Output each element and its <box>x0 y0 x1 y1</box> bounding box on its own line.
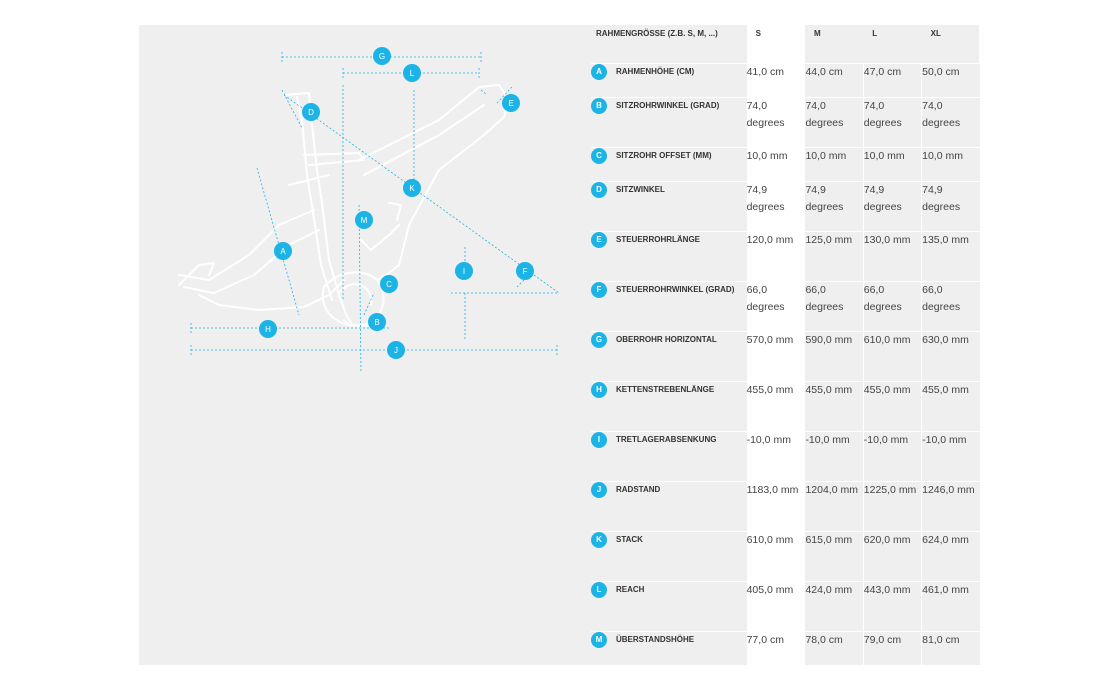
letter-badge: H <box>591 382 607 398</box>
row-label: STEUERROHRLÄNGE <box>616 234 701 244</box>
value-cell-m: 615,0 mm <box>805 531 863 581</box>
size-header-l: L <box>872 29 878 38</box>
value-cell-m: 424,0 mm <box>805 581 863 631</box>
marker-e <box>502 94 520 112</box>
marker-label: A <box>280 247 286 256</box>
value-cell-s: 405,0 mm <box>747 581 805 631</box>
row-label-cell <box>591 97 747 147</box>
value-cell-l: 74,9 degrees <box>863 181 921 231</box>
value-cell-xl: 624,0 mm <box>922 531 980 581</box>
marker-f <box>516 262 534 280</box>
marker-m <box>355 211 373 229</box>
value-cell-xl: 461,0 mm <box>922 581 980 631</box>
value-cell-s: 10,0 mm <box>747 147 805 181</box>
marker-b <box>368 313 386 331</box>
marker-label: L <box>409 69 415 78</box>
row-label: RAHMENHÖHE (CM) <box>616 66 695 76</box>
value-cell-s: 570,0 mm <box>747 331 805 381</box>
row-label: TRETLAGERABSENKUNG <box>616 434 717 444</box>
size-header-xl: XL <box>930 29 941 38</box>
value-cell-m: 66,0 degrees <box>805 281 863 331</box>
size-header-label: RAHMENGRÖSSE (Z.B. S, M, ...) <box>596 29 718 38</box>
letter-badge: B <box>591 98 607 114</box>
table-row <box>591 63 980 97</box>
value-cell-xl: 10,0 mm <box>922 147 980 181</box>
marker-label: J <box>394 346 398 355</box>
value-cell-s: 77,0 cm <box>747 631 805 665</box>
table-row <box>591 281 980 331</box>
letter-badge: C <box>591 148 607 164</box>
frame-outline <box>179 85 509 326</box>
table-row <box>591 147 980 181</box>
value-cell-xl: 50,0 cm <box>922 63 980 97</box>
marker-d <box>302 103 320 121</box>
value-cell-m: 44,0 cm <box>805 63 863 97</box>
marker-k <box>403 179 421 197</box>
letter-badge: D <box>591 182 607 198</box>
row-label-cell <box>591 531 747 581</box>
table-row <box>591 631 980 665</box>
marker-label: E <box>508 99 514 108</box>
value-cell-l: 443,0 mm <box>863 581 921 631</box>
marker-c <box>380 275 398 293</box>
marker-g <box>373 47 391 65</box>
size-header-m: M <box>813 29 821 38</box>
value-cell-l: 620,0 mm <box>863 531 921 581</box>
row-label-cell <box>591 231 747 281</box>
letter-badge: M <box>591 632 607 648</box>
row-label-cell <box>591 431 747 481</box>
value-cell-s: 610,0 mm <box>747 531 805 581</box>
table-row <box>591 181 980 231</box>
table-row <box>591 381 980 431</box>
table-row <box>591 331 980 381</box>
marker-label: B <box>374 318 380 327</box>
value-cell-m: 74,0 degrees <box>805 97 863 147</box>
letter-badge: G <box>591 332 607 348</box>
marker-h <box>259 320 277 338</box>
table-row <box>591 431 980 481</box>
row-label-cell <box>591 281 747 331</box>
row-label-cell <box>591 481 747 531</box>
value-cell-s: 120,0 mm <box>747 231 805 281</box>
value-cell-m: 74,9 degrees <box>805 181 863 231</box>
marker-l <box>403 64 421 82</box>
marker-label: D <box>308 108 314 117</box>
marker-i <box>455 262 473 280</box>
value-cell-xl: -10,0 mm <box>922 431 980 481</box>
letter-badge: I <box>591 432 607 448</box>
size-header-s: S <box>747 25 805 63</box>
value-cell-m: 10,0 mm <box>805 147 863 181</box>
value-cell-m: 455,0 mm <box>805 381 863 431</box>
table-header-row <box>591 25 980 63</box>
marker-label: M <box>360 216 368 225</box>
value-cell-l: 130,0 mm <box>863 231 921 281</box>
marker-label: H <box>265 325 271 334</box>
row-label: KETTENSTREBENLÄNGE <box>616 384 715 394</box>
table-row <box>591 531 980 581</box>
letter-badge: E <box>591 232 607 248</box>
table-row <box>591 481 980 531</box>
table-row <box>591 97 980 147</box>
geometry-panel <box>139 25 979 665</box>
row-label-cell <box>591 63 747 97</box>
marker-j <box>387 341 405 359</box>
row-label: SITZROHR OFFSET (MM) <box>616 150 712 160</box>
row-label-cell <box>591 381 747 431</box>
row-label: STEUERROHRWINKEL (GRAD) <box>616 284 735 294</box>
row-label: SITZWINKEL <box>616 184 665 194</box>
value-cell-xl: 74,9 degrees <box>922 181 980 231</box>
row-label-cell <box>591 631 747 665</box>
value-cell-xl: 66,0 degrees <box>922 281 980 331</box>
row-label: ÜBERSTANDSHÖHE <box>616 634 695 644</box>
table-row <box>591 231 980 281</box>
letter-badge: K <box>591 532 607 548</box>
value-cell-m: 125,0 mm <box>805 231 863 281</box>
row-label: OBERROHR HORIZONTAL <box>616 334 717 344</box>
marker-label: K <box>409 184 415 193</box>
row-label: STACK <box>616 534 643 544</box>
letter-badge: A <box>591 64 607 80</box>
value-cell-s: -10,0 mm <box>747 431 805 481</box>
value-cell-l: 455,0 mm <box>863 381 921 431</box>
value-cell-l: 66,0 degrees <box>863 281 921 331</box>
value-cell-m: 1204,0 mm <box>805 481 863 531</box>
row-label-cell <box>591 581 747 631</box>
row-label: RADSTAND <box>616 484 661 494</box>
value-cell-s: 1183,0 mm <box>747 481 805 531</box>
row-label-cell <box>591 147 747 181</box>
marker-label: F <box>522 267 528 276</box>
value-cell-m: -10,0 mm <box>805 431 863 481</box>
value-cell-xl: 630,0 mm <box>922 331 980 381</box>
value-cell-l: 79,0 cm <box>863 631 921 665</box>
row-label: REACH <box>616 584 645 594</box>
value-cell-xl: 135,0 mm <box>922 231 980 281</box>
row-label-cell <box>591 331 747 381</box>
value-cell-m: 78,0 cm <box>805 631 863 665</box>
value-cell-xl: 1246,0 mm <box>922 481 980 531</box>
value-cell-xl: 455,0 mm <box>922 381 980 431</box>
value-cell-s: 455,0 mm <box>747 381 805 431</box>
value-cell-l: 74,0 degrees <box>863 97 921 147</box>
marker-label: C <box>386 280 392 289</box>
row-label-cell <box>591 181 747 231</box>
value-cell-s: 74,0 degrees <box>747 97 805 147</box>
value-cell-s: 74,9 degrees <box>747 181 805 231</box>
value-cell-l: -10,0 mm <box>863 431 921 481</box>
geometry-table <box>591 25 980 665</box>
marker-a <box>274 242 292 260</box>
value-cell-s: 66,0 degrees <box>747 281 805 331</box>
value-cell-xl: 74,0 degrees <box>922 97 980 147</box>
value-cell-m: 590,0 mm <box>805 331 863 381</box>
marker-label: I <box>462 267 466 276</box>
geometry-table-body <box>591 63 980 665</box>
value-cell-l: 610,0 mm <box>863 331 921 381</box>
frame-geometry-diagram <box>139 25 579 405</box>
value-cell-l: 1225,0 mm <box>863 481 921 531</box>
value-cell-s: 41,0 cm <box>747 63 805 97</box>
letter-badge: L <box>591 582 607 598</box>
row-label: SITZROHRWINKEL (GRAD) <box>616 100 720 110</box>
value-cell-xl: 81,0 cm <box>922 631 980 665</box>
letter-badge: F <box>591 282 607 298</box>
value-cell-l: 47,0 cm <box>863 63 921 97</box>
value-cell-l: 10,0 mm <box>863 147 921 181</box>
letter-badge: J <box>591 482 607 498</box>
table-row <box>591 581 980 631</box>
marker-label: G <box>378 52 386 61</box>
